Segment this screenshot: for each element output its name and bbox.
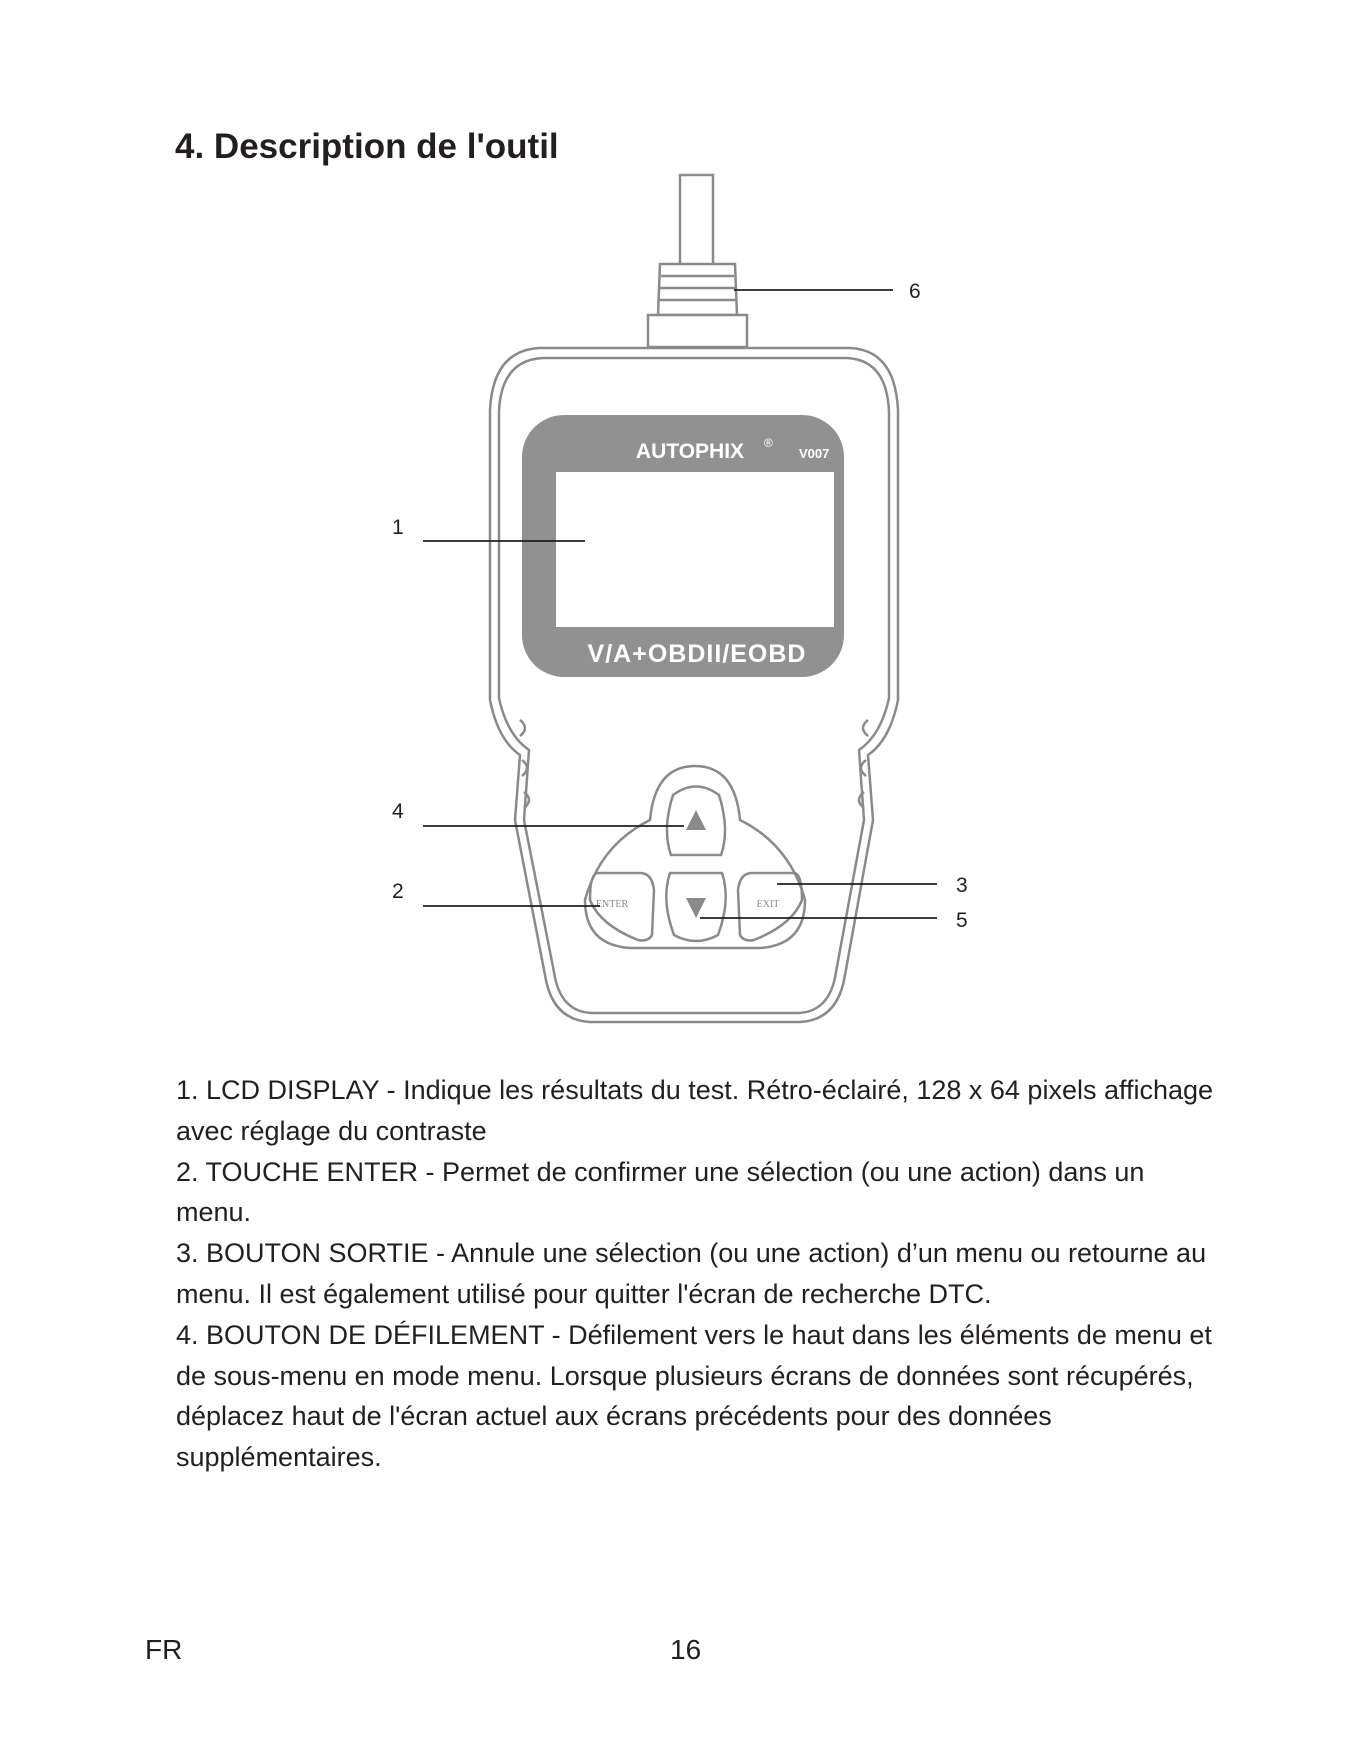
page-title: 4. Description de l'outil bbox=[175, 127, 559, 166]
description-exit-button: 3. BOUTON SORTIE - Annule une sélection (ou une action) d’un menu ou retourne au menu. Il est également utilisé pour quitter l'écran de recherche DTC. bbox=[176, 1238, 1207, 1309]
enter-label: ENTER bbox=[595, 899, 629, 910]
callout-6: 6 bbox=[909, 280, 921, 303]
down-arrow-icon bbox=[686, 898, 706, 918]
page-number: 16 bbox=[670, 1634, 702, 1665]
up-arrow-icon bbox=[686, 810, 706, 830]
brand-logo: AUTOPHIX bbox=[635, 440, 745, 463]
callout-4: 4 bbox=[392, 800, 404, 823]
description-scroll-button: 4. BOUTON DE DÉFILEMENT - Défilement vers le haut dans les éléments de menu et de sous-menu en mode menu. Lorsque plusieurs écrans de données sont récupérés, déplacez haut de l'écran actuel aux écrans précédents pour des données supplémentaires. bbox=[176, 1319, 1212, 1473]
footer-language: FR bbox=[145, 1634, 183, 1665]
device-subtitle: V/A+OBDII/EOBD bbox=[587, 640, 807, 668]
callout-5: 5 bbox=[956, 909, 968, 932]
description-enter-key: 2. TOUCHE ENTER - Permet de confirmer une sélection (ou une action) dans un menu. bbox=[176, 1156, 1145, 1228]
lcd-display bbox=[556, 472, 834, 627]
registered-mark: ® bbox=[764, 436, 773, 450]
exit-label: EXIT bbox=[756, 899, 780, 910]
description-list bbox=[176, 1070, 1216, 1478]
callout-3: 3 bbox=[956, 874, 968, 897]
description-lcd-display: 1. LCD DISPLAY - Indique les résultats du test. Rétro-éclairé, 128 x 64 pixels affichage avec réglage du contraste bbox=[176, 1075, 1214, 1146]
keypad-outline bbox=[585, 766, 805, 948]
model-label: V007 bbox=[799, 446, 830, 461]
callout-2: 2 bbox=[392, 880, 404, 903]
cable-connector bbox=[648, 175, 747, 347]
callout-1: 1 bbox=[392, 516, 404, 539]
